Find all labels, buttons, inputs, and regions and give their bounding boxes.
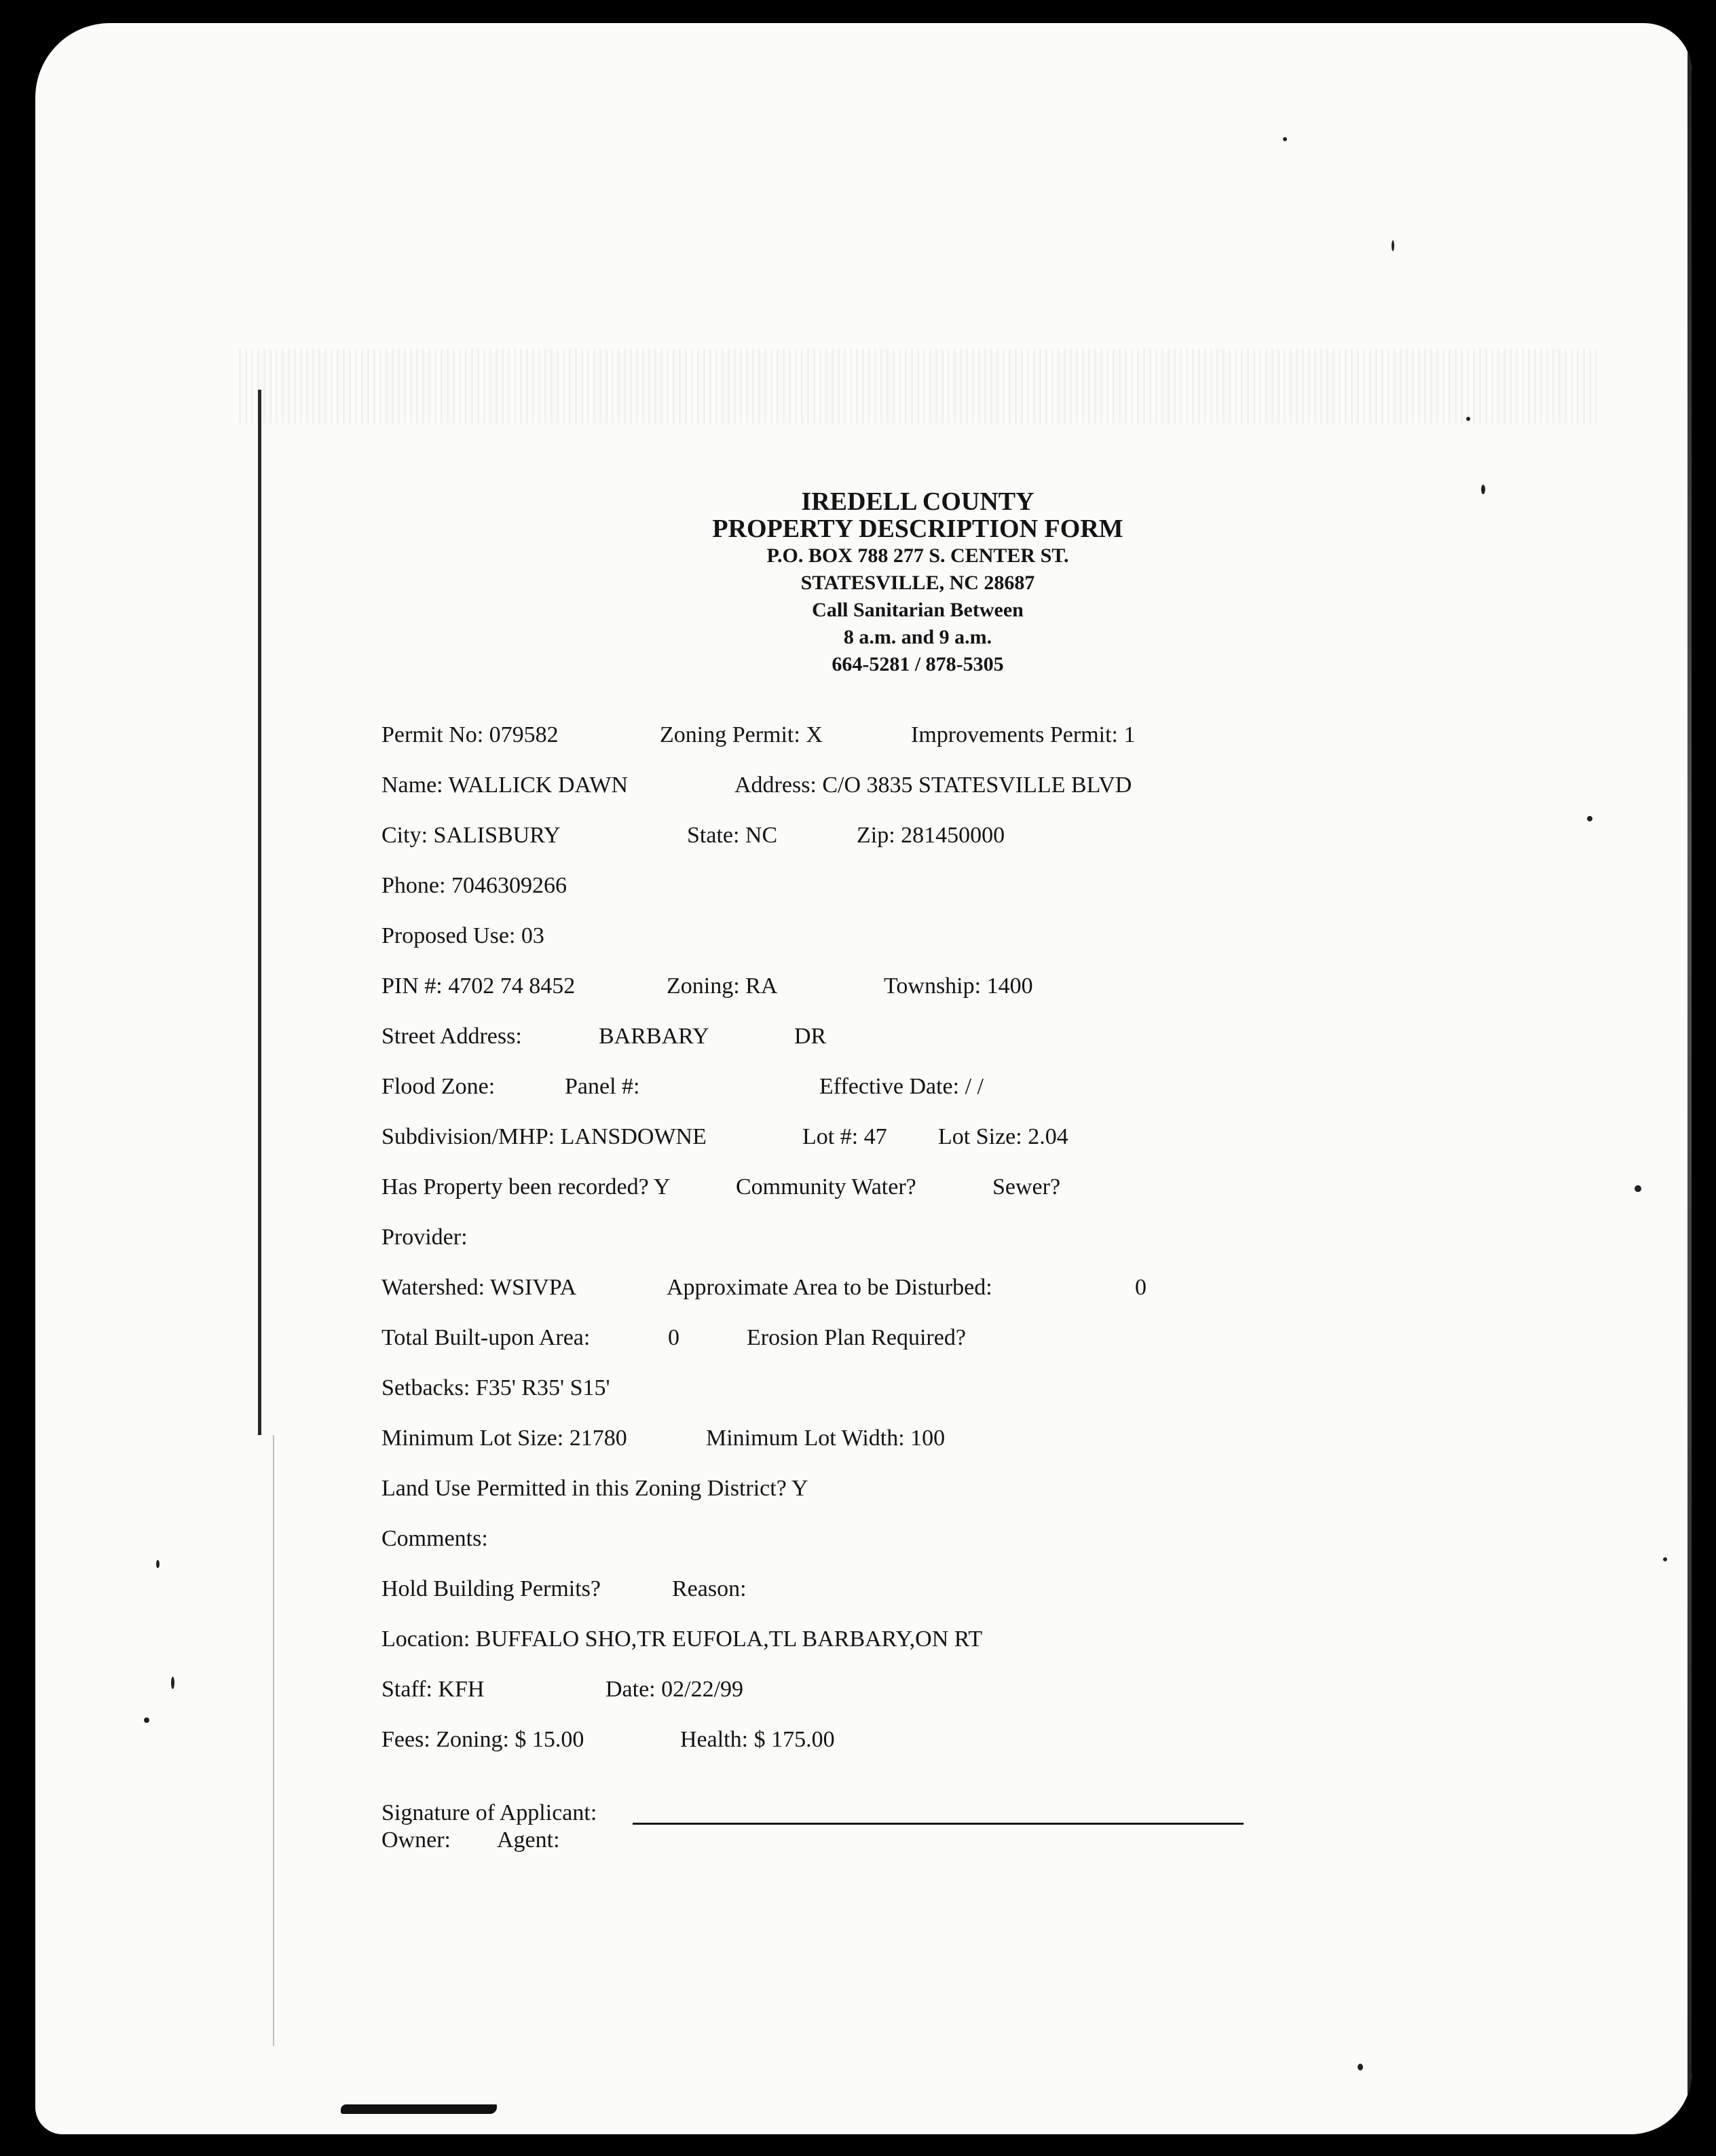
subdivision: Subdivision/MHP: LANSDOWNE bbox=[381, 1124, 707, 1149]
header-phone-numbers: 664-5281 / 878-5305 bbox=[832, 653, 1004, 675]
header-address-line2: STATESVILLE, NC 28687 bbox=[800, 572, 1035, 594]
improvements-permit: Improvements Permit: 1 bbox=[911, 722, 1136, 747]
location: Location: BUFFALO SHO,TR EUFOLA,TL BARBARY,ON RT bbox=[381, 1627, 983, 1652]
erosion-plan: Erosion Plan Required? bbox=[747, 1325, 966, 1350]
scan-left-rule-lower bbox=[273, 1435, 274, 2046]
applicant-name: Name: WALLICK DAWN bbox=[381, 773, 629, 798]
scan-speck bbox=[144, 1717, 149, 1723]
street-suffix: DR bbox=[794, 1024, 827, 1049]
permit-number: Permit No: 079582 bbox=[381, 722, 559, 747]
document-page bbox=[35, 23, 1692, 2134]
lot-number: Lot #: 47 bbox=[802, 1124, 887, 1149]
phone: Phone: 7046309266 bbox=[381, 873, 567, 898]
built-upon-value: 0 bbox=[668, 1325, 679, 1350]
fees-health: Health: $ 175.00 bbox=[680, 1727, 835, 1752]
form-header bbox=[578, 488, 1257, 678]
minimum-lot-size: Minimum Lot Size: 21780 bbox=[381, 1426, 627, 1451]
sewer: Sewer? bbox=[992, 1174, 1061, 1200]
provider: Provider: bbox=[381, 1225, 468, 1250]
property-recorded: Has Property been recorded? Y bbox=[381, 1174, 671, 1200]
panel-number: Panel #: bbox=[565, 1074, 640, 1099]
signature-label: Signature of Applicant: bbox=[381, 1800, 597, 1825]
lot-size: Lot Size: 2.04 bbox=[938, 1124, 1068, 1149]
date: Date: 02/22/99 bbox=[605, 1677, 744, 1702]
setbacks: Setbacks: F35' R35' S15' bbox=[381, 1375, 610, 1400]
scan-speck bbox=[1392, 240, 1394, 251]
effective-date: Effective Date: / / bbox=[819, 1074, 984, 1099]
zoning-permit: Zoning Permit: X bbox=[660, 722, 823, 747]
scan-right-edge bbox=[1687, 23, 1692, 2134]
scan-speck bbox=[156, 1560, 160, 1568]
applicant-address: Address: C/O 3835 STATESVILLE BLVD bbox=[734, 773, 1132, 798]
street-name: BARBARY bbox=[599, 1024, 709, 1049]
proposed-use: Proposed Use: 03 bbox=[381, 923, 544, 948]
zip: Zip: 281450000 bbox=[857, 823, 1005, 848]
built-upon-label: Total Built-upon Area: bbox=[381, 1325, 591, 1350]
owner: Owner: bbox=[381, 1827, 451, 1853]
form-title: PROPERTY DESCRIPTION FORM bbox=[712, 515, 1123, 543]
pin-number: PIN #: 4702 74 8452 bbox=[381, 973, 576, 999]
zoning: Zoning: RA bbox=[667, 973, 778, 999]
scan-smudge bbox=[341, 2104, 497, 2114]
header-instruction-line2: 8 a.m. and 9 a.m. bbox=[843, 626, 992, 648]
township: Township: 1400 bbox=[884, 973, 1033, 999]
state: State: NC bbox=[687, 823, 778, 848]
signature-line[interactable] bbox=[633, 1823, 1244, 1825]
scan-speck bbox=[1635, 1185, 1641, 1192]
minimum-lot-width: Minimum Lot Width: 100 bbox=[706, 1426, 946, 1451]
city: City: SALISBURY bbox=[381, 823, 561, 848]
hold-building-permits: Hold Building Permits? bbox=[381, 1576, 601, 1601]
fees-zoning: Fees: Zoning: $ 15.00 bbox=[381, 1727, 584, 1752]
scan-speck bbox=[1283, 137, 1287, 141]
scan-speck bbox=[1358, 2064, 1363, 2070]
scan-left-rule bbox=[258, 390, 261, 1435]
approx-area-value: 0 bbox=[1135, 1275, 1146, 1300]
scan-shading bbox=[239, 349, 1597, 424]
reason: Reason: bbox=[672, 1576, 747, 1601]
land-use-permitted: Land Use Permitted in this Zoning District? Y bbox=[381, 1476, 808, 1501]
scan-speck bbox=[1481, 485, 1485, 494]
flood-zone: Flood Zone: bbox=[381, 1074, 496, 1099]
header-address-line1: P.O. BOX 788 277 S. CENTER ST. bbox=[766, 544, 1069, 567]
scan-speck bbox=[1663, 1557, 1667, 1561]
county-title: IREDELL COUNTY bbox=[801, 487, 1034, 516]
scan-speck bbox=[1466, 417, 1470, 421]
scan-speck bbox=[171, 1677, 174, 1689]
header-instruction-line1: Call Sanitarian Between bbox=[812, 599, 1024, 621]
staff: Staff: KFH bbox=[381, 1677, 485, 1702]
comments: Comments: bbox=[381, 1526, 488, 1551]
approx-area-label: Approximate Area to be Disturbed: bbox=[667, 1275, 992, 1300]
watershed: Watershed: WSIVPA bbox=[381, 1275, 577, 1300]
agent: Agent: bbox=[497, 1827, 560, 1853]
street-address-label: Street Address: bbox=[381, 1024, 522, 1049]
community-water: Community Water? bbox=[736, 1174, 916, 1200]
scan-speck bbox=[1587, 816, 1592, 821]
